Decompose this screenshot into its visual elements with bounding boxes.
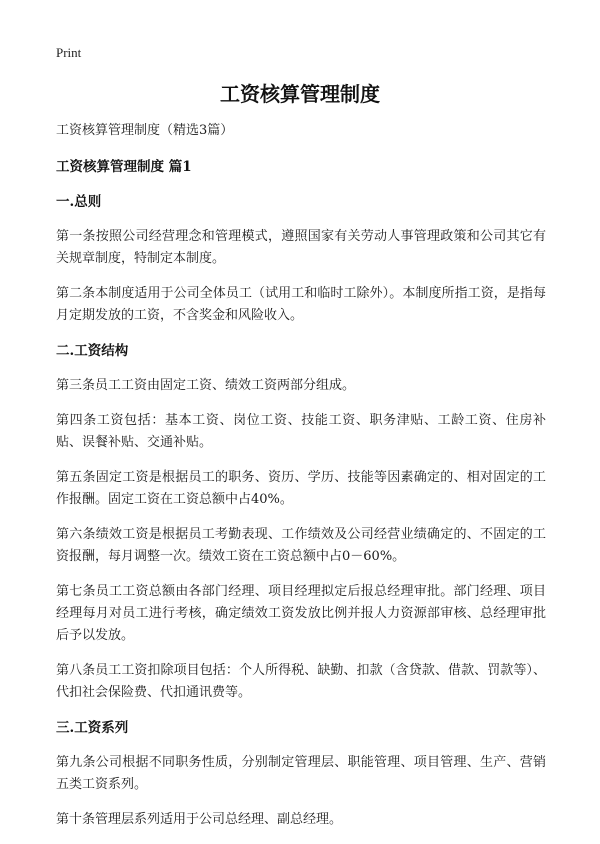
section-heading-wage-structure: 二.工资结构 <box>56 343 129 359</box>
article-heading: 工资核算管理制度 篇1 <box>56 159 192 175</box>
document-title: 工资核算管理制度 <box>220 82 380 106</box>
paragraph: 第四条工资包括：基本工资、岗位工资、技能工资、职务津贴、工龄工资、住房补贴、误餐补贴、交通补贴。 <box>56 413 546 450</box>
section-heading-wage-series: 三.工资系列 <box>56 720 129 736</box>
paragraph: 第五条固定工资是根据员工的职务、资历、学历、技能等因素确定的、相对固定的工作报酬。固定工资在工资总额中占40%。 <box>56 470 546 507</box>
document-body <box>56 120 546 844</box>
paragraph: 第十条管理层系列适用于公司总经理、副总经理。 <box>56 812 343 827</box>
paragraph: 第一条按照公司经营理念和管理模式，遵照国家有关劳动人事管理政策和公司其它有关规章制度，特制定本制度。 <box>56 229 546 266</box>
paragraph: 第七条员工工资总额由各部门经理、项目经理拟定后报总经理审批。部门经理、项目经理每月对员工进行考核，确定绩效工资发放比例并报人力资源部审核、总经理审批后予以发放。 <box>56 584 546 643</box>
document-subtitle: 工资核算管理制度（精选3篇） <box>56 123 234 138</box>
paragraph: 第九条公司根据不同职务性质，分别制定管理层、职能管理、项目管理、生产、营销五类工资系列。 <box>56 755 546 792</box>
section-heading-general: 一.总则 <box>56 194 102 210</box>
print-link[interactable]: Print <box>56 45 82 60</box>
paragraph: 第六条绩效工资是根据员工考勤表现、工作绩效及公司经营业绩确定的、不固定的工资报酬，每月调整一次。绩效工资在工资总额中占0－60%。 <box>56 527 546 564</box>
paragraph: 第二条本制度适用于公司全体员工（试用工和临时工除外）。本制度所指工资，是指每月定期发放的工资，不含奖金和风险收入。 <box>56 286 546 323</box>
paragraph: 第三条员工工资由固定工资、绩效工资两部分组成。 <box>56 378 356 393</box>
paragraph: 第八条员工工资扣除项目包括：个人所得税、缺勤、扣款（含贷款、借款、罚款等）、代扣社会保险费、代扣通讯费等。 <box>56 663 546 700</box>
